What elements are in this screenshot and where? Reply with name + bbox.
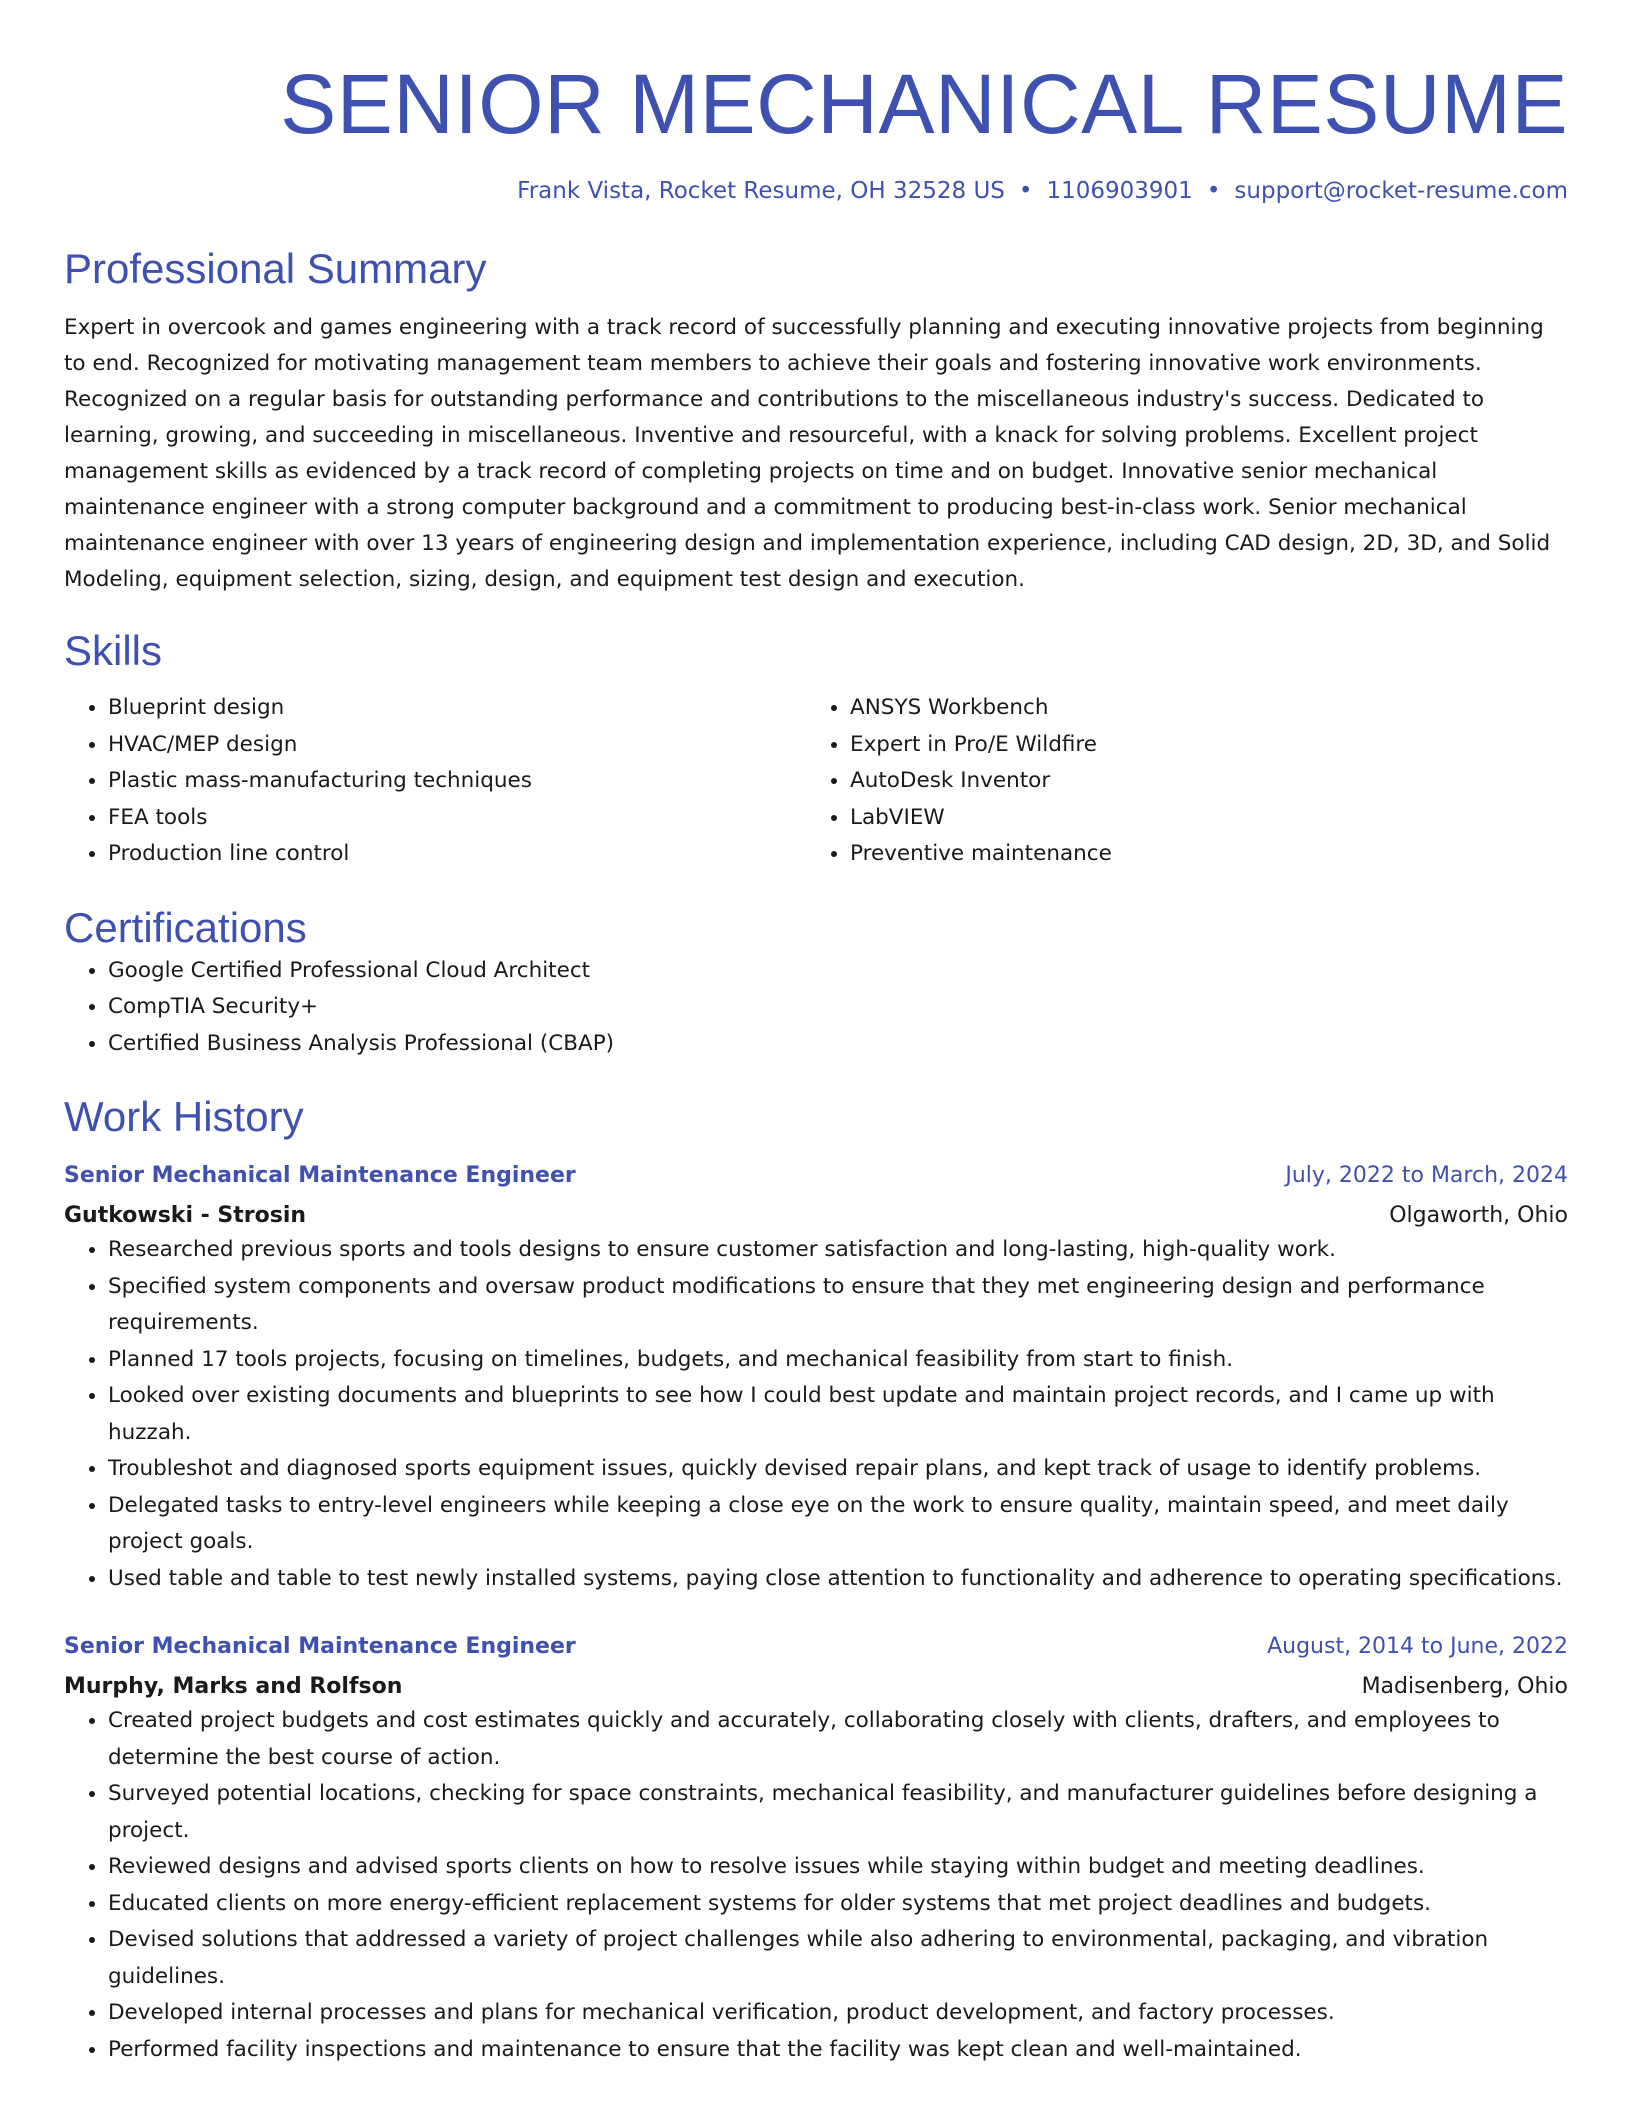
work-history-heading: Work History xyxy=(64,1093,304,1140)
certifications-section xyxy=(64,903,1568,1063)
job-bullet: • Surveyed potential locations, checking for space constraints, mechanical feasibility, and manufacturer guidelines before designing a project. xyxy=(108,1776,1568,1849)
skill-item: • Preventive maintenance xyxy=(850,836,1548,873)
job-bullet: • Performed facility inspections and maintenance to ensure that the facility was kept clean and well-maintained. xyxy=(108,2032,1568,2069)
work-history-section xyxy=(64,1092,1568,2068)
job-subheader xyxy=(64,1671,1568,1703)
job-bullets xyxy=(64,1703,1568,2068)
job-subheader xyxy=(64,1200,1568,1232)
contact-phone: 1106903901 xyxy=(1046,178,1193,204)
skill-item: • HVAC/MEP design xyxy=(108,727,806,764)
skill-item: • AutoDesk Inventor xyxy=(850,763,1548,800)
resume-page xyxy=(64,0,1568,2068)
summary-text: Expert in overcook and games engineering with a track record of successfully planning and executing innovative projects from beginning to end. Recognized for motivating management team members to achieve their goals and fostering innovative work environments. Recognized on a regular basis for outstanding performance and contributions to the miscellaneous industry's success. Dedicated to learning, growing, and succeeding in miscellaneous. Inventive and resourceful, with a knack for solving problems. Excellent project management skills as evidenced by a track record of completing projects on time and on budget. Innovative senior mechanical maintenance engineer with a strong computer background and a commitment to producing best-in-class work. Senior mechanical maintenance engineer with over 13 years of engineering design and implementation experience, including CAD design, 2D, 3D, and Solid Modeling, equipment selection, sizing, design, and equipment test design and execution. xyxy=(64,315,1551,592)
job-bullets xyxy=(64,1232,1568,1597)
job-bullet: • Delegated tasks to entry-level engineers while keeping a close eye on the work to ensure quality, maintain speed, and meet daily project goals. xyxy=(108,1488,1568,1561)
skill-item: • Production line control xyxy=(108,836,806,873)
job-header xyxy=(64,1631,1568,1663)
job-title: Senior Mechanical Maintenance Engineer xyxy=(64,1163,576,1188)
skills-list-right xyxy=(806,690,1548,873)
certification-item: • Certified Business Analysis Professional (CBAP) xyxy=(108,1026,1568,1063)
certification-item: • Google Certified Professional Cloud Architect xyxy=(108,953,1568,990)
certifications-heading: Certifications xyxy=(64,903,307,951)
certification-item: • CompTIA Security+ xyxy=(108,989,1568,1026)
contact-email[interactable]: support@rocket-resume.com xyxy=(1234,178,1568,204)
contact-separator: • xyxy=(1018,178,1033,204)
skill-item: • Blueprint design xyxy=(108,690,806,727)
job-bullet: • Created project budgets and cost estimates quickly and accurately, collaborating closely with clients, drafters, and employees to determine the best course of action. xyxy=(108,1703,1568,1776)
job-bullet: • Researched previous sports and tools designs to ensure customer satisfaction and long-lasting, high-quality work. xyxy=(108,1232,1568,1269)
job-bullet: • Educated clients on more energy-efficient replacement systems for older systems that met project deadlines and budgets. xyxy=(108,1886,1568,1923)
job-location: Olgaworth, Ohio xyxy=(1389,1203,1568,1228)
skills-grid xyxy=(64,690,1568,873)
skill-item: • Expert in Pro/E Wildfire xyxy=(850,727,1548,764)
job-header xyxy=(64,1160,1568,1192)
summary-section xyxy=(64,244,1568,598)
skill-item: • FEA tools xyxy=(108,800,806,837)
job-entry xyxy=(64,1160,1568,1597)
job-bullet: • Planned 17 tools projects, focusing on timelines, budgets, and mechanical feasibility from start to finish. xyxy=(108,1342,1568,1379)
job-title: Senior Mechanical Maintenance Engineer xyxy=(64,1634,576,1659)
resume-title: SENIOR MECHANICAL RESUME xyxy=(280,57,1568,151)
job-dates: August, 2014 to June, 2022 xyxy=(1267,1634,1568,1659)
contact-separator: • xyxy=(1206,178,1221,204)
job-bullet: • Specified system components and oversaw product modifications to ensure that they met engineering design and performance requirements. xyxy=(108,1269,1568,1342)
job-entry xyxy=(64,1631,1568,2068)
job-bullet: • Reviewed designs and advised sports clients on how to resolve issues while staying within budget and meeting deadlines. xyxy=(108,1849,1568,1886)
contact-line xyxy=(64,176,1568,206)
job-bullet: • Used table and table to test newly installed systems, paying close attention to functionality and adherence to operating specifications. xyxy=(108,1561,1568,1598)
job-bullet: • Devised solutions that addressed a variety of project challenges while also adhering to environmental, packaging, and vibration guidelines. xyxy=(108,1922,1568,1995)
skills-section xyxy=(64,626,1568,873)
contact-address: Frank Vista, Rocket Resume, OH 32528 US xyxy=(517,178,1005,204)
skills-list-left xyxy=(64,690,806,873)
job-company: Murphy, Marks and Rolfson xyxy=(64,1674,403,1699)
job-dates: July, 2022 to March, 2024 xyxy=(1285,1163,1568,1188)
job-bullet: • Troubleshot and diagnosed sports equipment issues, quickly devised repair plans, and kept track of usage to identify problems. xyxy=(108,1451,1568,1488)
job-company: Gutkowski - Strosin xyxy=(64,1203,307,1228)
job-bullet: • Looked over existing documents and blueprints to see how I could best update and maintain project records, and I came up with huzzah. xyxy=(108,1378,1568,1451)
job-location: Madisenberg, Ohio xyxy=(1361,1674,1568,1699)
skill-item: • Plastic mass-manufacturing techniques xyxy=(108,763,806,800)
skill-item: • LabVIEW xyxy=(850,800,1548,837)
job-bullet: • Developed internal processes and plans for mechanical verification, product development, and factory processes. xyxy=(108,1995,1568,2032)
skill-item: • ANSYS Workbench xyxy=(850,690,1548,727)
summary-heading: Professional Summary xyxy=(64,245,487,292)
certifications-list xyxy=(64,953,1568,1063)
skills-heading: Skills xyxy=(64,627,163,674)
